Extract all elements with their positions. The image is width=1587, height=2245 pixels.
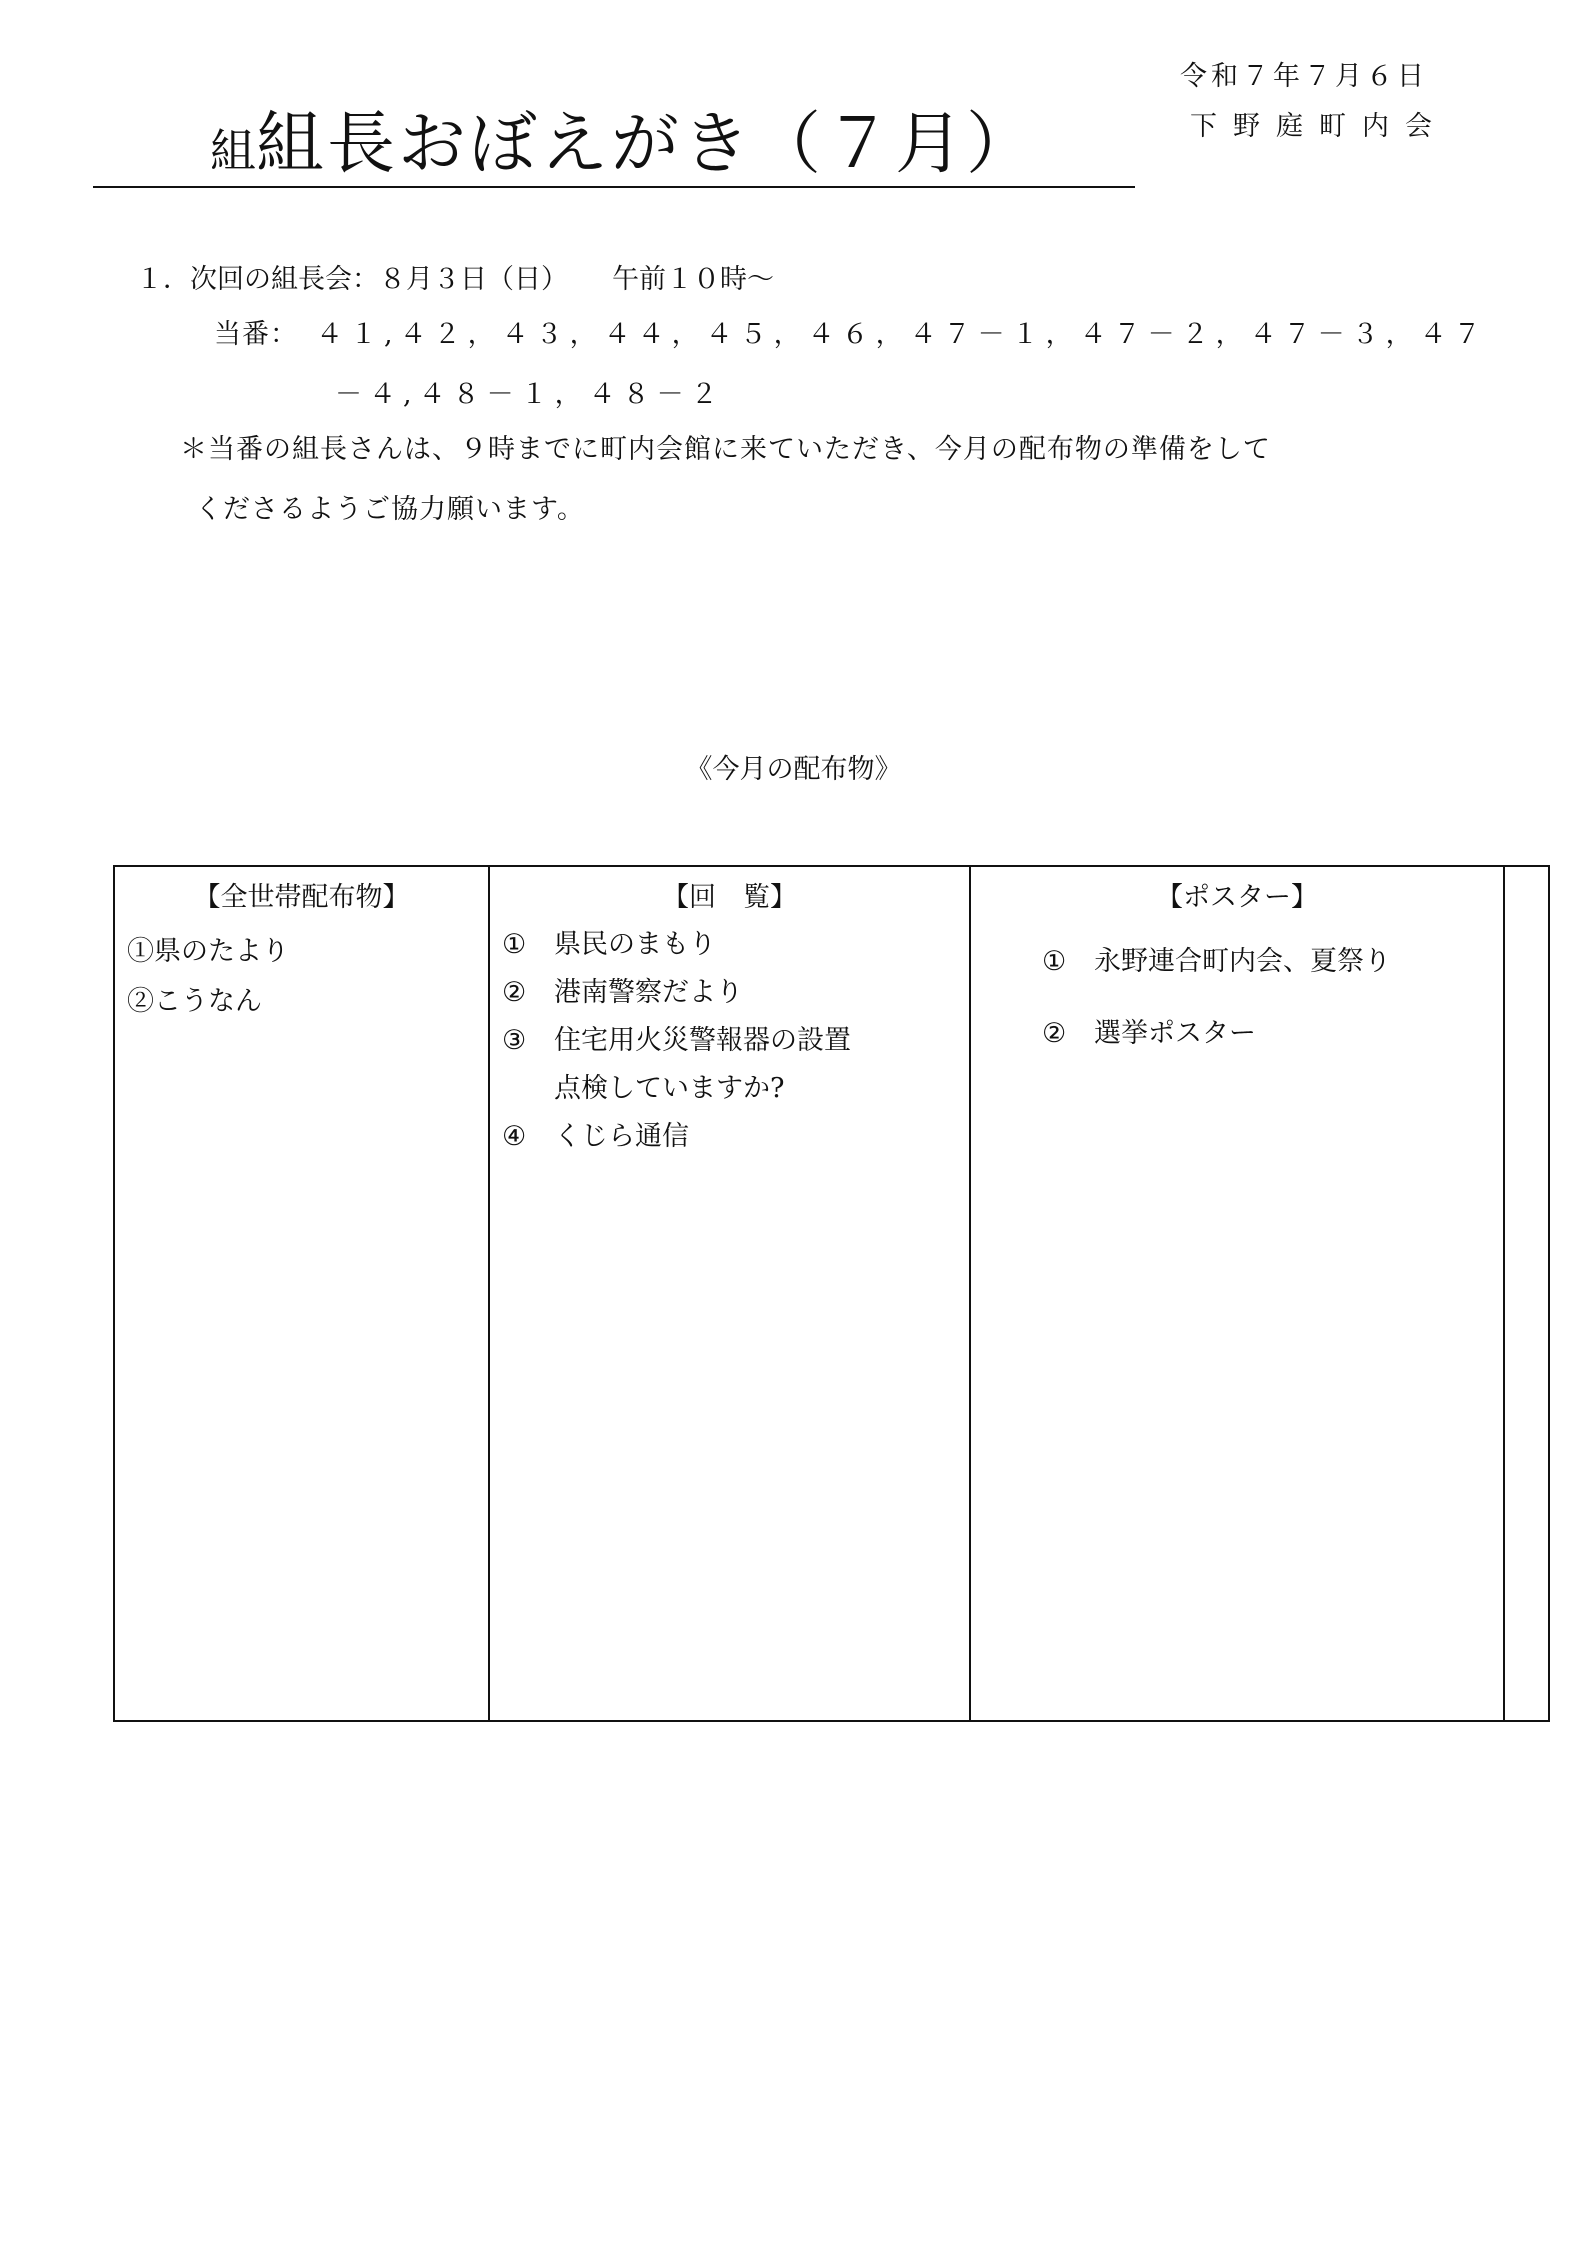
distribution-heading: 《今月の配布物》 [685, 754, 902, 785]
item-text: 永野連合町内会、夏祭り [1094, 946, 1391, 977]
duty-note-line-2: くださるようご協力願います。 [195, 494, 585, 525]
list-item [1042, 1009, 1503, 1059]
item-text: 選挙ポスター [1094, 1018, 1256, 1049]
item-number: ① [502, 929, 527, 960]
header-info [1180, 52, 1448, 152]
circulation-list [502, 921, 969, 1161]
title-main: 組長おぼえがき（７月） [256, 105, 1038, 184]
circulation-column [490, 867, 971, 1720]
list-item: ②こうなん [127, 986, 262, 1017]
item-number: ② [502, 977, 527, 1008]
list-item [502, 1113, 969, 1161]
all-households-list [127, 927, 488, 1027]
poster-list [1042, 937, 1503, 1059]
duty-numbers-2: －４,４８－１，４８－２ [335, 379, 725, 410]
item-number: ① [1042, 946, 1067, 977]
next-meeting-time: 午前１０時～ [612, 264, 774, 295]
item-number: ② [1042, 1018, 1067, 1049]
item-number: ③ [502, 1025, 527, 1056]
organization-name: 下野庭町内会 [1190, 111, 1448, 142]
item-number: ④ [502, 1121, 527, 1152]
list-item [502, 1017, 969, 1113]
next-meeting [136, 255, 774, 305]
duty-label: 当番： [214, 319, 298, 350]
poster-header: 【ポスター】 [1156, 882, 1318, 913]
duty-numbers-1: ４１,４２，４３，４４，４５，４６，４７－１，４７－２，４７－３，４７ [316, 319, 1488, 350]
all-households-column [115, 867, 490, 1720]
list-item: ①県のたより [127, 936, 289, 967]
title-underline [93, 186, 1135, 188]
list-item [502, 921, 969, 969]
item-text: 県民のまもり [554, 929, 716, 960]
item-text: 住宅用火災警報器の設置 点検していますか? [554, 1025, 851, 1104]
page-title [210, 105, 1037, 191]
item-text: 港南警察だより [554, 977, 743, 1008]
blank-column [1505, 867, 1550, 1720]
all-households-header: 【全世帯配布物】 [193, 882, 410, 913]
title-prefix: 組 [210, 124, 256, 178]
list-item [502, 969, 969, 1017]
poster-column [971, 867, 1505, 1720]
duty-line-1 [214, 310, 1488, 360]
duty-note-line-1: ＊当番の組長さんは、９時までに町内会館に来ていただき、今月の配布物の準備をして [180, 434, 1271, 465]
issue-date: 令和７年７月６日 [1180, 61, 1428, 92]
next-meeting-text: １．次回の組長会：８月３日（日） [136, 264, 568, 295]
distribution-table [113, 865, 1550, 1722]
circulation-header: 【回 覧】 [662, 882, 797, 913]
item-text: くじら通信 [554, 1121, 689, 1152]
list-item [1042, 937, 1503, 987]
